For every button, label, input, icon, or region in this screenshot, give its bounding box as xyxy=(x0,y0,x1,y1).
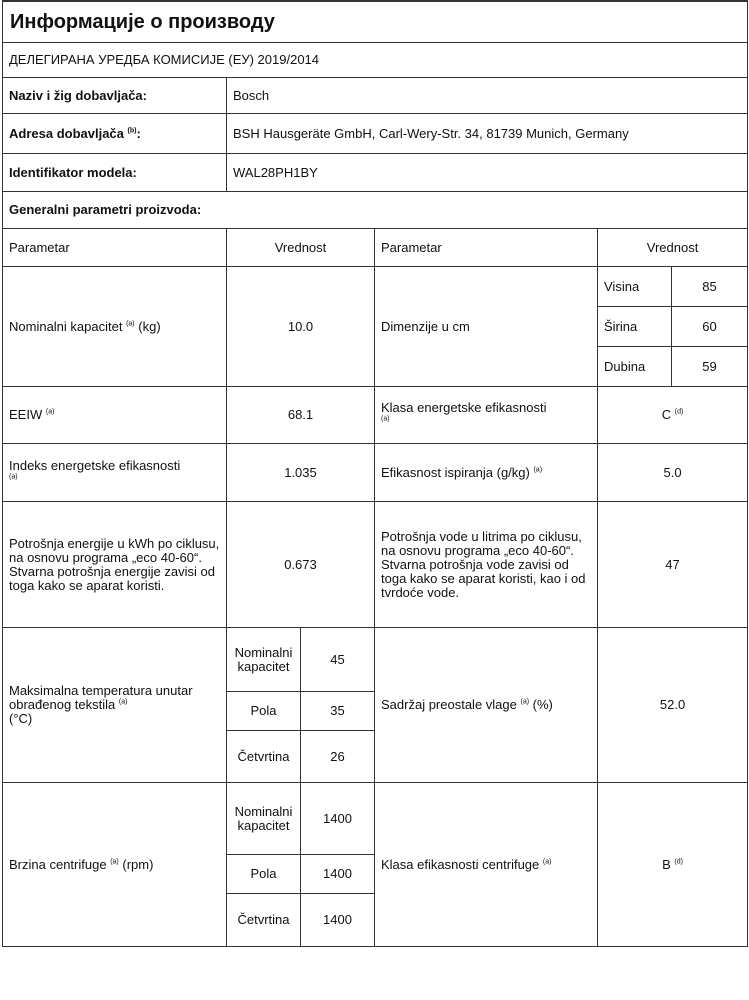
column-value-2: Vrednost xyxy=(598,229,748,267)
capacity-unit: (kg) xyxy=(138,318,161,334)
model-row xyxy=(3,154,748,192)
spin-half-label: Pola xyxy=(227,855,301,894)
moisture-value: 52.0 xyxy=(598,628,748,783)
capacity-value: 10.0 xyxy=(227,267,375,387)
spin-nominal-row xyxy=(3,783,748,855)
general-header-row xyxy=(3,192,748,229)
regulation-row xyxy=(3,43,748,78)
supplier-address-label: Adresa dobavljača xyxy=(9,125,124,141)
spin-class-label-cell xyxy=(375,783,598,947)
energy-index-value: 1.035 xyxy=(227,444,375,502)
spin-nominal-label: Nominalni kapacitet xyxy=(227,783,301,855)
height-label: Visina xyxy=(598,267,672,307)
energy-consumption-value: 0.673 xyxy=(227,502,375,628)
eeiw-label-cell xyxy=(3,387,227,444)
rinse-label-cell xyxy=(375,444,598,502)
depth-value: 59 xyxy=(672,347,748,387)
spin-quarter-value: 1400 xyxy=(301,894,375,947)
moisture-label: Sadržaj preostale vlage xyxy=(381,697,517,712)
spin-class-label: Klasa efikasnosti centrifuge xyxy=(381,856,540,872)
spin-unit: (rpm) xyxy=(122,856,154,872)
spin-class-value: B xyxy=(662,856,671,872)
energy-index-label-cell xyxy=(3,444,227,502)
note-a: (a) xyxy=(118,698,128,706)
consumption-row xyxy=(3,502,748,628)
column-header-row xyxy=(3,229,748,267)
rinse-value: 5.0 xyxy=(598,444,748,502)
capacity-label: Nominalni kapacitet xyxy=(9,318,123,334)
energy-index-label: Indeks energetske efikasnosti xyxy=(9,457,181,473)
spin-quarter-label: Četvrtina xyxy=(227,894,301,947)
column-value: Vrednost xyxy=(227,229,375,267)
supplier-address-colon: : xyxy=(136,125,141,141)
moisture-unit: (%) xyxy=(532,697,553,712)
supplier-name-row xyxy=(3,78,748,114)
note-a: (a) xyxy=(45,408,55,416)
supplier-name-label: Naziv i žig dobavljača: xyxy=(3,78,227,114)
width-value: 60 xyxy=(672,307,748,347)
temp-nominal-label: Nominalni kapacitet xyxy=(227,628,301,692)
column-parameter-2: Parametar xyxy=(375,229,598,267)
regulation-text: ДЕЛЕГИРАНА УРЕДБА КОМИСИЈЕ (ЕУ) 2019/2014 xyxy=(3,43,748,78)
note-a: (a) xyxy=(520,698,530,706)
model-label: Identifikator modela: xyxy=(3,154,227,192)
supplier-name-value: Bosch xyxy=(227,78,748,114)
dimensions-label: Dimenzije u cm xyxy=(375,267,598,387)
column-parameter: Parametar xyxy=(3,229,227,267)
temp-nominal-value: 45 xyxy=(301,628,375,692)
note-d: (d) xyxy=(674,858,683,866)
note-a: (a) xyxy=(110,858,119,866)
depth-label: Dubina xyxy=(598,347,672,387)
max-temp-label: Maksimalna temperatura unutar obrađenog tekstila xyxy=(9,683,193,712)
energy-class-value-cell xyxy=(598,387,748,444)
height-value: 85 xyxy=(672,267,748,307)
temp-quarter-value: 26 xyxy=(301,731,375,783)
capacity-row xyxy=(3,267,748,307)
title-row xyxy=(3,1,748,43)
eeiw-row xyxy=(3,387,748,444)
model-value: WAL28PH1BY xyxy=(227,154,748,192)
note-a: (a) xyxy=(9,473,18,481)
note-b: (b) xyxy=(127,127,137,135)
capacity-label-cell xyxy=(3,267,227,387)
max-temp-label-cell xyxy=(3,628,227,783)
note-a: (a) xyxy=(126,320,135,328)
temp-quarter-label: Četvrtina xyxy=(227,731,301,783)
eeiw-value: 68.1 xyxy=(227,387,375,444)
water-consumption-label: Potrošnja vode u litrima po ciklusu, na osnovu programa „eco 40-60“. Stvarna potrošnja vode zavisi od toga kako se aparat koristi, kao i od tvrdoće vode. xyxy=(375,502,598,628)
energy-class-label: Klasa energetske efikasnosti xyxy=(381,400,547,415)
rinse-label: Efikasnost ispiranja (g/kg) xyxy=(381,464,530,480)
spin-nominal-value: 1400 xyxy=(301,783,375,855)
energy-consumption-label: Potrošnja energije u kWh po ciklusu, na osnovu programa „eco 40-60“. Stvarna potrošnja energije zavisi od toga kako se aparat koristi. xyxy=(3,502,227,628)
max-temp-unit: (°C) xyxy=(9,711,33,726)
spin-label: Brzina centrifuge xyxy=(9,856,107,872)
note-a: (a) xyxy=(533,466,543,474)
spin-class-value-cell xyxy=(598,783,748,947)
supplier-address-value: BSH Hausgeräte GmbH, Carl-Wery-Str. 34, 81739 Munich, Germany xyxy=(227,114,748,154)
spin-half-value: 1400 xyxy=(301,855,375,894)
product-information-table xyxy=(2,0,748,947)
temp-half-label: Pola xyxy=(227,692,301,731)
temp-half-value: 35 xyxy=(301,692,375,731)
note-a: (a) xyxy=(542,858,552,866)
moisture-label-cell xyxy=(375,628,598,783)
eeiw-label: EEIW xyxy=(9,407,43,422)
general-parameters-heading: Generalni parametri proizvoda: xyxy=(3,192,748,229)
page-title: Информације о производу xyxy=(3,1,748,43)
supplier-address-row xyxy=(3,114,748,154)
energy-class-value: C xyxy=(661,407,672,422)
supplier-address-label-cell xyxy=(3,114,227,154)
energy-class-label-cell xyxy=(375,387,598,444)
temp-nominal-row xyxy=(3,628,748,692)
water-consumption-value: 47 xyxy=(598,502,748,628)
note-d: (d) xyxy=(674,408,684,416)
spin-label-cell xyxy=(3,783,227,947)
width-label: Širina xyxy=(598,307,672,347)
energy-index-row xyxy=(3,444,748,502)
note-a: (a) xyxy=(381,415,390,423)
